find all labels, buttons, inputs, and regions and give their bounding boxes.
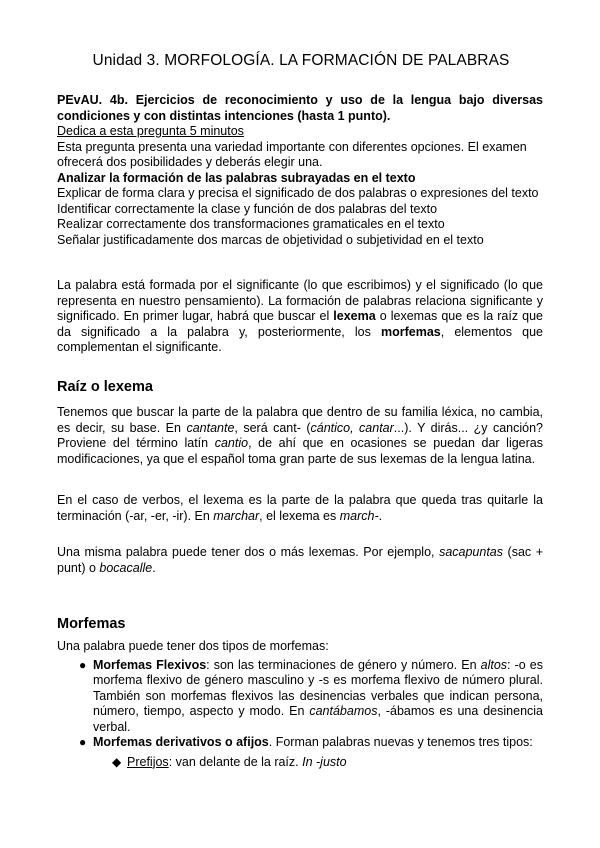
bullet-icon: ● <box>79 657 87 672</box>
item-label: Morfemas derivativos o afijos <box>93 735 269 749</box>
text-run: Tenemos que buscar la parte de la palabra que dentro de su familia léxica, no cambia, es decir, su base. En <box>57 405 543 435</box>
intro-description: Esta pregunta presenta una variedad importante con diferentes opciones. El examen ofrecerá dos posibilidades y deberás elegir una. <box>57 139 527 169</box>
sub-list-item <box>57 755 543 771</box>
example-word: march- <box>339 508 379 523</box>
text-run: En el caso de verbos, el lexema es la parte de la palabra que queda tras quitarle la terminación (-ar, -er, -ir). En <box>57 493 543 523</box>
morfemas-intro: Una palabra puede tener dos tipos de morfemas: <box>57 639 329 653</box>
example-word: altos <box>480 657 508 672</box>
example-word: sacapuntas <box>439 545 503 559</box>
section-heading-raiz: Raíz o lexema <box>57 379 153 395</box>
item-label: Prefijos <box>127 754 169 769</box>
example-word: bocacalle <box>99 560 153 575</box>
text-run: : -o es morfema flexivo de género masculino y -s es morfema flexivo de número plural. También son morfemas flexivos las desinencias verbales que indican persona, número, tiempo, aspecto y modo. En <box>93 657 543 718</box>
example-word: In -justo <box>302 754 347 769</box>
example-word: marchar <box>213 508 260 523</box>
item-label: Morfemas Flexivos <box>93 657 207 672</box>
task-item: Explicar de forma clara y precisa el significado de dos palabras o expresiones del texto <box>57 186 539 200</box>
page-title: Unidad 3. MORFOLOGÍA. LA FORMACIÓN DE PALABRAS <box>92 52 510 69</box>
diamond-bullet-icon: ◆ <box>112 754 122 769</box>
text-run: , el lexema es <box>259 508 340 523</box>
paragraph-raiz-2 <box>57 493 543 524</box>
task-item: Señalar justificadamente dos marcas de objetividad o subjetividad en el texto <box>57 232 484 247</box>
example-word: cántico, cantar <box>310 420 394 435</box>
paragraph-formation <box>57 278 543 356</box>
text-run: , de ahí que en ocasiones se puedan dar ligeras modificaciones, ya que el español toma gran parte de sus lexemas de la lengua latina. <box>57 436 544 466</box>
term-lexema: lexema <box>333 309 376 323</box>
text-run: . Forman palabras nuevas y tenemos tres tipos: <box>268 735 533 749</box>
text-run: La palabra está formada por el significante (lo que escribimos) y el significado (lo que representa en nuestro pensamiento). La formación de palabras relaciona significante y significado. En primer lugar, habrá que buscar el <box>57 278 543 323</box>
term-morfemas: morfemas <box>380 324 441 339</box>
bullet-icon: ● <box>79 735 87 749</box>
text-run: . <box>378 508 383 523</box>
intro-heading: PEvAU. 4b. Ejercicios de reconocimiento y uso de la lengua bajo diversas condiciones y con distintas intenciones (hasta 1 punto). <box>57 93 543 123</box>
list-item <box>57 735 543 751</box>
task-item: Realizar correctamente dos transformaciones gramaticales en el texto <box>57 217 445 231</box>
morfemas-list <box>57 658 543 751</box>
example-word: cantante <box>186 420 235 435</box>
text-run: : son las terminaciones de género y número. En <box>206 657 481 672</box>
list-item <box>57 658 543 736</box>
text-run: , será cant- ( <box>234 420 311 435</box>
paragraph-raiz-1 <box>57 405 543 467</box>
text-run: . <box>152 560 156 575</box>
task-heading: Analizar la formación de las palabras subrayadas en el texto <box>57 170 416 185</box>
text-run: ...). Y dirás... ¿y canción? Proviene del término latín <box>57 420 543 450</box>
morfemas-section <box>57 639 543 770</box>
text-run: Una misma palabra puede tener dos o más lexemas. Por ejemplo, <box>57 545 440 559</box>
text-run: o lexemas que es la raíz que da significado a la palabra y, posteriormente, los <box>57 309 543 339</box>
task-item: Identificar correctamente la clase y función de dos palabras del texto <box>57 201 438 216</box>
example-word: cantábamos <box>309 704 378 718</box>
section-heading-morfemas: Morfemas <box>57 616 126 632</box>
paragraph-raiz-3 <box>57 545 543 576</box>
intro-section <box>57 93 543 248</box>
text-run: , -ábamos es una desinencia verbal. <box>93 704 543 734</box>
text-run: (sac + punt) o <box>57 545 543 575</box>
text-run: , elementos que complementan el significante. <box>57 324 543 354</box>
example-word: cantio <box>214 436 249 450</box>
text-run: : van delante de la raíz. <box>168 754 303 769</box>
time-note: Dedica a esta pregunta 5 minutos <box>57 124 244 138</box>
